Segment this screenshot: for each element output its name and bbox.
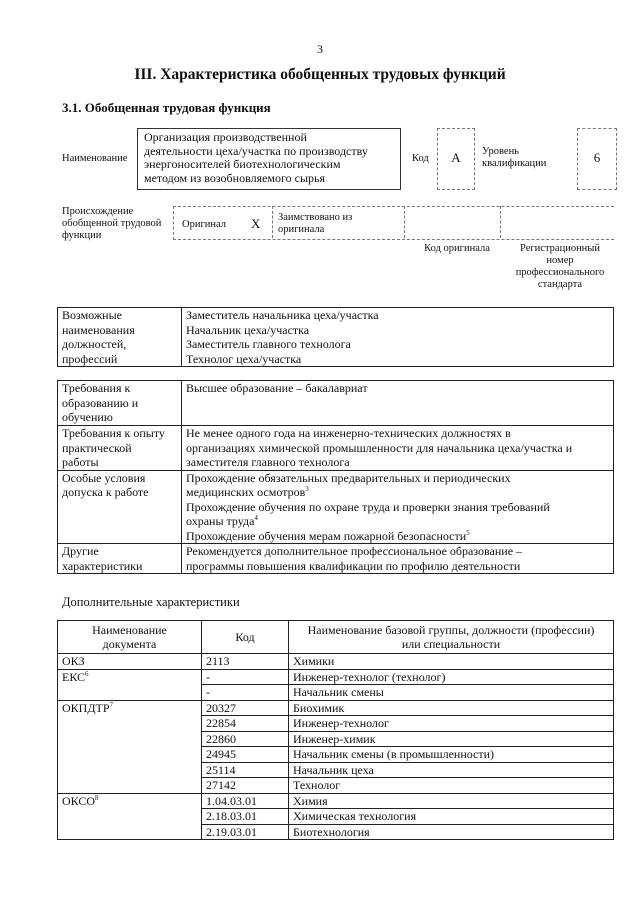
name-label: Наименование (62, 153, 128, 164)
code-cell: 2.19.03.01 (202, 824, 289, 840)
position-item: Заместитель главного технолога (186, 337, 351, 351)
code-value: А (451, 150, 461, 165)
positions-label-line: наименования (62, 322, 135, 337)
special-line: Прохождение обучения мерам пожарной безопасности$^5$ (186, 528, 470, 543)
special-line: охраны труда$^4$ (186, 514, 258, 528)
doc-name: ОКЗ (62, 654, 85, 668)
header-name-line: Наименование базовой группы, должности (профессии) (307, 622, 595, 637)
name-cell: Химики (289, 654, 614, 670)
footnote-ref: 7 (109, 700, 114, 709)
borrowed-label-line: оригинала (278, 224, 325, 235)
positions-label-line: профессий (62, 351, 118, 366)
name-cell: Биотехнология (289, 824, 614, 840)
name-value-line: методом из возобновляемого сырья (144, 170, 326, 185)
original-label: Оригинал (182, 219, 226, 230)
experience-line: организациях химической промышленности для начальника цеха/участка и (186, 440, 573, 455)
doc-name: ОКПДТР (62, 700, 110, 715)
education-label-line: образованию и (62, 395, 139, 410)
origin-label-line: функции (62, 230, 102, 241)
additional-title: Дополнительные характеристики (62, 595, 240, 609)
doc-cell (58, 669, 202, 700)
code-label: Код (412, 153, 429, 164)
name-cell: Начальник смены (289, 685, 614, 701)
level-label-line: Уровень (482, 146, 519, 157)
origin-label (62, 206, 161, 242)
reg-caption-line: Регистрационный (520, 243, 600, 254)
header-name (289, 621, 614, 654)
special-line: медицинских осмотров$^3$ (186, 485, 309, 499)
header-doc-line: документа (102, 637, 157, 651)
positions-label-line: должностей, (62, 337, 127, 351)
education-label-line: обучению (62, 410, 113, 424)
education-value: Высшее образование – бакалавриат (182, 381, 614, 426)
experience-label (58, 426, 182, 471)
name-cell: Начальник цеха (289, 762, 614, 778)
experience-value (182, 426, 614, 471)
name-cell: Химическая технология (289, 809, 614, 825)
level-label (482, 146, 546, 170)
other-line: Рекомендуется дополнительное профессиональное образование – (186, 544, 523, 558)
other-value (182, 544, 614, 574)
additional-table (57, 620, 614, 840)
doc-cell (58, 793, 202, 840)
borrowed-label-line: Заимствовано из (278, 212, 353, 223)
code-cell: 1.04.03.01 (202, 793, 289, 809)
experience-line: Не менее одного года на инженерно-технических должностях в (186, 426, 511, 440)
original-mark: X (251, 216, 261, 231)
code-cell: - (202, 685, 289, 701)
code-cell: 27142 (202, 778, 289, 794)
position-item: Технолог цеха/участка (186, 351, 302, 366)
other-label (58, 544, 182, 574)
header-name-line: или специальности (401, 637, 501, 651)
code-cell: 20327 (202, 700, 289, 716)
special-line: Прохождение обязательных предварительных и периодических (186, 470, 511, 485)
positions-values (182, 308, 614, 367)
table-row (58, 669, 614, 685)
reg-caption-line: профессионального (515, 267, 605, 278)
code-cell: 22854 (202, 716, 289, 732)
experience-label-line: Требования к опыту (62, 426, 165, 440)
name-value-line: деятельности цеха/участка по производству (144, 143, 368, 158)
name-value-line: Организация производственной (144, 130, 307, 144)
education-label-line: Требования к (62, 381, 131, 395)
name-cell: Инженер-технолог (технолог) (289, 669, 614, 685)
footnote-ref: 5 (466, 528, 470, 537)
footnote-ref: 6 (85, 669, 89, 678)
table-row (58, 654, 614, 670)
position-item: Начальник цеха/участка (186, 322, 310, 337)
special-line: Прохождение обучения по охране труда и проверки знания требований (186, 499, 550, 514)
education-label (58, 381, 182, 426)
reg-caption-line: номер (546, 255, 574, 266)
footnote-ref: 4 (254, 514, 258, 522)
positions-label (58, 308, 182, 367)
experience-label-line: практической (62, 440, 132, 455)
section-title: III. Характеристика обобщенных трудовых функций (134, 66, 506, 83)
name-cell: Химия (289, 793, 614, 809)
level-label-line: квалификации (482, 158, 547, 169)
code-original-caption: Код оригинала (424, 243, 490, 254)
name-value-line: энергоносителей биотехнологическим (144, 157, 341, 171)
page-number: 3 (317, 42, 323, 56)
doc-cell (58, 654, 202, 670)
name-cell: Начальник смены (в промышленности) (289, 747, 614, 763)
experience-line: заместителя главного технолога (186, 455, 350, 469)
special-conditions-label (58, 470, 182, 544)
positions-label-line: Возможные (62, 308, 122, 322)
origin-label-line: обобщенной трудовой (62, 218, 162, 229)
origin-box (173, 206, 614, 240)
code-cell: - (202, 669, 289, 685)
other-label-line: характеристики (62, 558, 143, 573)
code-cell: 24945 (202, 747, 289, 763)
footnote-ref: 8 (95, 793, 99, 802)
name-cell: Биохимик (289, 700, 614, 716)
code-cell: 2113 (202, 654, 289, 670)
special-label-line: допуска к работе (62, 485, 149, 499)
requirements-table (57, 380, 614, 574)
name-cell: Инженер-химик (289, 731, 614, 747)
experience-label-line: работы (62, 455, 99, 469)
name-cell: Технолог (289, 778, 614, 794)
doc-cell (58, 700, 202, 793)
name-value-box (137, 128, 401, 190)
other-label-line: Другие (62, 544, 99, 558)
table-row (58, 793, 614, 809)
reg-number-caption (505, 243, 615, 291)
position-item: Заместитель начальника цеха/участка (186, 308, 379, 322)
doc-name: ЕКС (62, 669, 86, 684)
code-cell: 22860 (202, 731, 289, 747)
name-cell: Инженер-технолог (289, 716, 614, 732)
level-value: 6 (593, 150, 601, 165)
doc-name: ОКСО (62, 793, 96, 808)
code-cell: 2.18.03.01 (202, 809, 289, 825)
reg-caption-line: стандарта (537, 279, 583, 290)
table-row (58, 700, 614, 716)
positions-table (57, 307, 614, 367)
subsection-title: 3.1. Обобщенная трудовая функция (62, 100, 271, 115)
footnote-ref: 3 (305, 485, 309, 493)
header-doc-line: Наименование (92, 622, 167, 637)
borrowed-label (278, 212, 352, 236)
header-doc (58, 621, 202, 654)
special-label-line: Особые условия (62, 470, 146, 485)
other-line: программы повышения квалификации по профилю деятельности (186, 558, 521, 573)
code-cell: 25114 (202, 762, 289, 778)
header-code: Код (202, 621, 289, 654)
special-conditions-value (182, 470, 614, 544)
origin-label-line: Происхождение (62, 206, 134, 217)
